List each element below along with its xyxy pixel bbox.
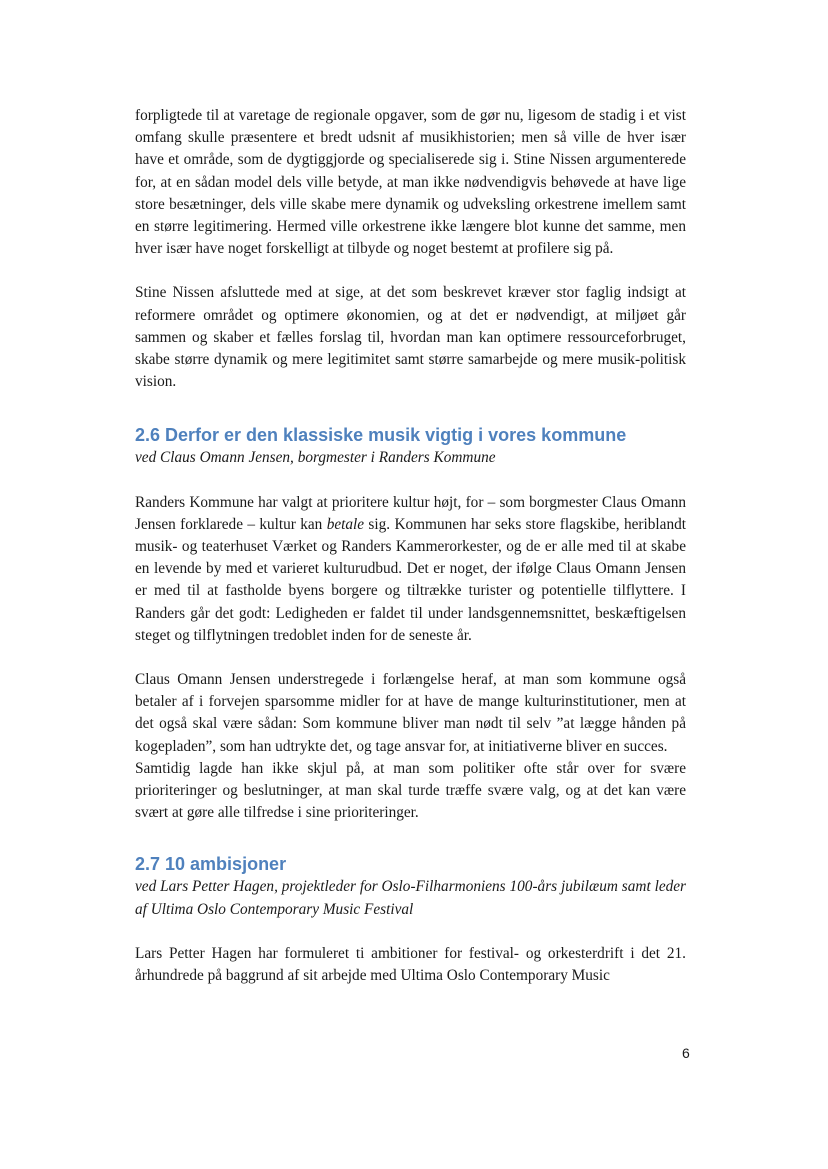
emphasis-text: betale bbox=[326, 515, 365, 533]
paragraph-spacer bbox=[135, 824, 686, 852]
paragraph-regional-orchestras: forpligtede til at varetage de regionale opgaver, som de gør nu, ligesom de stadig i et vist omfang skulle præsentere et bredt udsnit af musikhistorien; men så ville de hver især have et område, som de dygtiggjorde og specialiserede sig i. Stine Nissen argumenterede for, at en sådan model dels ville betyde, at man ikke nødvendigvis behøvede at have lige store besætninger, dels ville skabe mere dynamik og udveksling orkestrene imellem samt en større legitimering. Hermed ville orkestrene ikke længere blot kunne det samme, men hver især have noget forskelligt at tilbyde og noget bestemt at profilere sig på. bbox=[135, 107, 686, 258]
paragraph-text: Randers Kommune har valgt at prioritere kultur højt, for – som borgmester Claus Omann Jensen forklarede – kultur kan bbox=[135, 493, 686, 533]
paragraph-text: sig. Kommunen har seks store flagskibe, heriblandt musik- og teaterhuset Værket og Randers Kammerorkester, og de er alle med til at skabe en levende by med et varieret kulturudbud. Det er noget, der ifølge Claus Omann Jensen er med til at fastholde byens borgere og tiltrække turister og potentielle tilflyttere. I Randers går det godt: Ledigheden er faldet til under landsgennemsnittet, beskæftigelsen steget og tilflytningen tredoblet inden for de seneste år. bbox=[135, 515, 686, 644]
paragraph-spacer bbox=[135, 647, 686, 669]
paragraph-randers-culture bbox=[135, 492, 686, 647]
paragraph-municipal-responsibility: Claus Omann Jensen understregede i forlængelse heraf, at man som kommune også betaler af i forvejen sparsomme midler for at have de mange kulturinstitutioner, men at det også skal være sådan: Som kommune bliver man nødt til selv ”at lægge hånden på kogepladen”, som han udtrykte det, og tage ansvar for, at initiativerne bliver en succes. bbox=[135, 671, 686, 755]
paragraph-spacer bbox=[135, 260, 686, 282]
section-byline-2-6: ved Claus Omann Jensen, borgmester i Randers Kommune bbox=[135, 449, 496, 467]
page-body bbox=[135, 105, 686, 987]
paragraph-spacer bbox=[135, 393, 686, 423]
section-byline-2-7: ved Lars Petter Hagen, projektleder for Oslo-Filharmoniens 100-års jubilæum samt leder af Ultima Oslo Contemporary Music Festival bbox=[135, 878, 686, 918]
paragraph-spacer bbox=[135, 470, 686, 492]
paragraph-spacer bbox=[135, 921, 686, 943]
paragraph-political-priorities: Samtidig lagde han ikke skjul på, at man som politiker ofte står over for svære prioriteringer og beslutninger, at man skal turde træffe svære valg, og at det kan være svært at gøre alle tilfredse i sine prioriteringer. bbox=[135, 759, 686, 822]
section-heading-2-7: 2.7 10 ambisjoner bbox=[135, 854, 287, 875]
section-heading-2-6: 2.6 Derfor er den klassiske musik vigtig i vores kommune bbox=[135, 425, 627, 446]
paragraph-ten-ambitions: Lars Petter Hagen har formuleret ti ambitioner for festival- og orkesterdrift i det 21. århundrede på baggrund af sit arbejde med Ultima Oslo Contemporary Music bbox=[135, 944, 686, 985]
paragraph-stine-nissen-conclusion: Stine Nissen afsluttede med at sige, at det som beskrevet kræver stor faglig indsigt at reformere området og optimere økonomien, og at det er nødvendigt, at miljøet går sammen og skaber et fælles forslag til, hvordan man kan optimere ressourceforbruget, skabe større dynamik og mere legitimitet samt større samarbejde og mere musik-politisk vision. bbox=[135, 284, 686, 391]
page-number: 6 bbox=[682, 1045, 690, 1061]
